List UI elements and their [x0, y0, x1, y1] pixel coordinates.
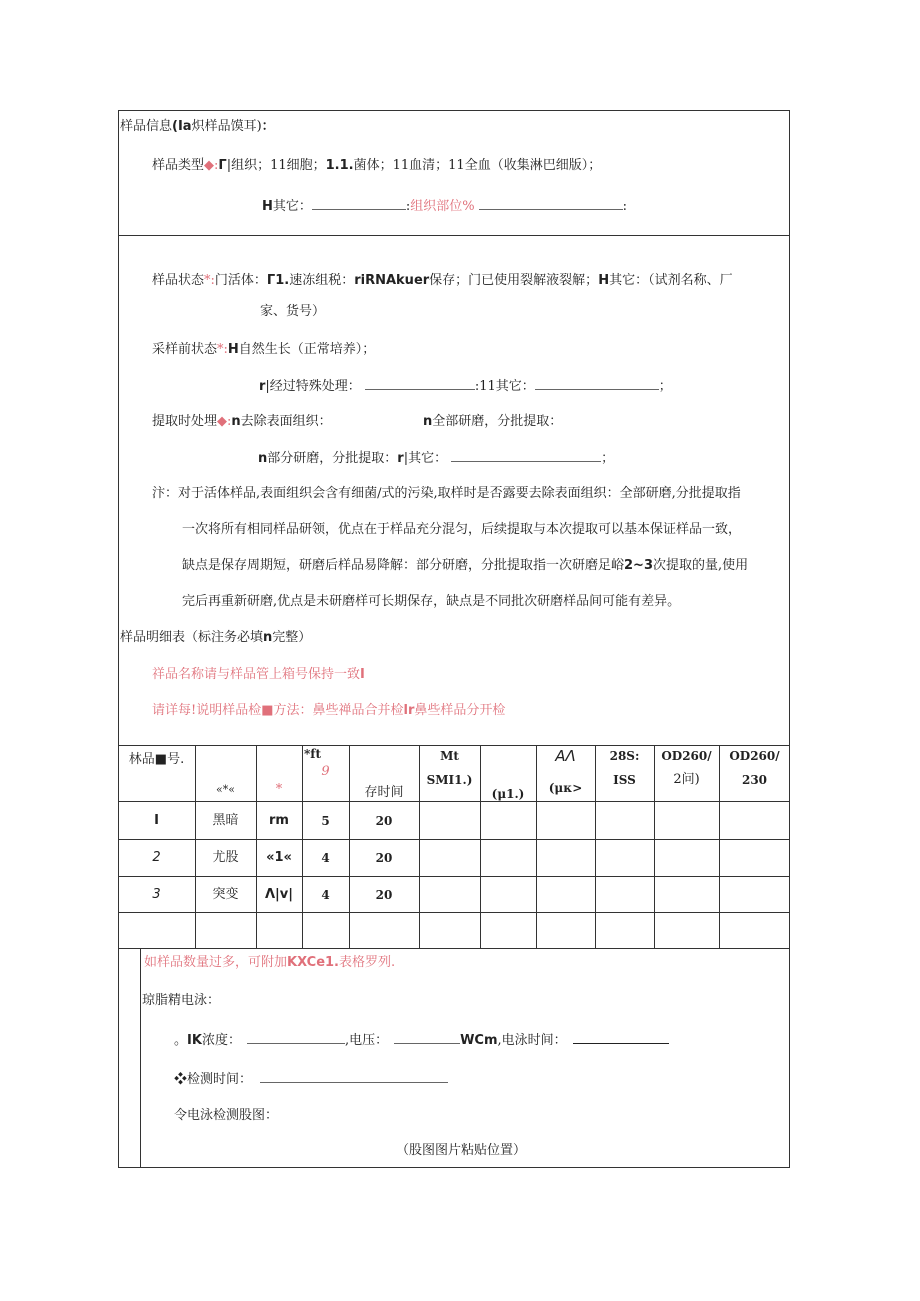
table-bottom	[118, 948, 790, 949]
cell-c4: 5	[321, 814, 330, 828]
th-col8-a: AΛ	[555, 747, 576, 765]
th-od230-b: 230	[741, 773, 768, 787]
gel-image-label: 令电泳检测股图：	[174, 1108, 279, 1123]
th-col4-a: *ft	[304, 747, 321, 761]
tissue-part-blank[interactable]	[479, 198, 623, 210]
th-ratio-b: ISS	[613, 773, 636, 787]
frame-left	[118, 110, 119, 1168]
cell-id: 3	[152, 887, 161, 902]
gel-title: 琼脂精电泳：	[142, 993, 221, 1008]
th-od280-a: OD260/	[661, 749, 712, 763]
gel-image-paste-area[interactable]: （股图图片粘贴位置）	[396, 1143, 527, 1158]
detail-note-name: 祥品名称请与样品管上箱号保持一致I	[152, 667, 365, 682]
cell-id: I	[154, 813, 159, 828]
detail-title: 样品明细表（标注务必填n完整）	[120, 630, 312, 645]
th-storage-time: 存时间	[364, 785, 404, 800]
cell-c5: 20	[375, 888, 393, 902]
cell-c5: 20	[375, 851, 393, 865]
footer-inner-border	[140, 948, 141, 1168]
cell-c5: 20	[375, 814, 393, 828]
cell-id: 2	[152, 850, 161, 865]
table-col-line	[256, 745, 257, 949]
table-row-line	[118, 801, 790, 802]
th-col4-b: 9	[321, 764, 330, 779]
th-sample-no: 林品■号.	[128, 752, 185, 767]
cell-c4: 4	[321, 888, 330, 902]
note-line-3: 缺点是保存周期短，研磨后样品易降解：部分研磨，分批提取指一次研磨足峪2~3次提取的量,使用	[182, 558, 749, 573]
extract-line: 提取时处埋◆:n去除表面组织：	[152, 414, 332, 429]
sample-type-line: 样品类型◆:Γ|组织；11细胞；1.1.菌体；11血清；11全血（收集淋巴细版）；	[152, 158, 602, 173]
state-line-2: 家、货号）	[260, 304, 326, 319]
th-od230-a: OD260/	[729, 749, 780, 763]
pre-other-blank[interactable]	[535, 378, 659, 390]
cell-name: 尤股	[212, 850, 239, 865]
state-line: 样品状态*:门活体：Γ1.速冻组税：riRNAkuer保存；门已使用裂解液裂解；H其它：（试剂名称、厂	[152, 273, 733, 288]
th-col3: *	[275, 782, 283, 797]
pre-state-line-2: r|经过特殊处理： :11其它： ；	[259, 379, 672, 394]
th-col6-a: Mt	[440, 749, 459, 763]
table-row-line	[118, 912, 790, 913]
divider-info	[118, 235, 790, 236]
table-col-line	[480, 745, 481, 949]
gel-params-line: 。IK浓度： ,电压： WCm,电泳时间：	[174, 1032, 669, 1049]
detect-time-blank[interactable]	[260, 1071, 448, 1083]
frame-right	[789, 110, 790, 1168]
cell-c3: Λ|v|	[264, 887, 294, 902]
th-ratio-a: 28S:	[609, 749, 640, 763]
detect-time-line: ❖检测时间：	[174, 1071, 448, 1088]
table-row-line	[118, 839, 790, 840]
extract-all: n全部研磨，分批提取：	[423, 414, 563, 429]
table-top	[118, 745, 790, 746]
extract-line-2: n部分研磨，分批提取：r|其它： ；	[258, 451, 615, 466]
voltage-blank[interactable]	[394, 1032, 460, 1044]
pre-state-line: 采样前状态*:H自然生长（正常培养）；	[152, 342, 376, 357]
form-page	[118, 110, 790, 1168]
frame-top	[118, 110, 790, 111]
extract-other-blank[interactable]	[451, 450, 601, 462]
concentration-blank[interactable]	[247, 1032, 345, 1044]
table-col-line	[349, 745, 350, 949]
other-blank[interactable]	[312, 198, 406, 210]
cell-c4: 4	[321, 851, 330, 865]
sample-type-other-line: H其它： :组织部位% :	[262, 199, 628, 214]
cell-c3: rm	[269, 813, 289, 828]
detail-note-method: 请详每!说明样品检■方法：鼻些禅品合并检lr鼻些样品分开检	[152, 703, 506, 718]
th-volume: (μ1.)	[491, 787, 525, 801]
footer-note: 如样品数量过多，可附加KXCe1.表格罗列.	[144, 955, 396, 970]
cell-c3: «1«	[266, 850, 292, 865]
cell-name: 突变	[212, 887, 239, 902]
th-col6-b: SMI1.)	[426, 773, 473, 787]
frame-bottom	[118, 1167, 790, 1168]
note-line-2: 一次将所有相同样品研领，优点在于样品充分混匀，后续提取与本次提取可以基本保证样品一致，	[182, 522, 742, 537]
table-col-line	[536, 745, 537, 949]
time-blank[interactable]	[573, 1032, 669, 1044]
info-header: 样品信息(Ia炽样品馍耳)：	[120, 119, 275, 134]
th-od280-b: 2问)	[673, 772, 700, 787]
note-line-4: 完后再重新研磨,优点是未研磨样可长期保存，缺点是不同批次研磨样品间可能有差异。	[182, 594, 681, 609]
th-col2: «*«	[216, 783, 235, 796]
th-col8-b: (μκ>	[548, 781, 583, 795]
note-line-1: 汴：对于活体样品,表面组织会含有细菌/式的污染,取样时是否露要去除表面组织：全部研磨,分批提取指	[152, 486, 741, 501]
cell-name: 黑暗	[212, 813, 239, 828]
table-col-line	[195, 745, 196, 949]
special-treatment-blank[interactable]	[365, 378, 475, 390]
table-row-line	[118, 876, 790, 877]
